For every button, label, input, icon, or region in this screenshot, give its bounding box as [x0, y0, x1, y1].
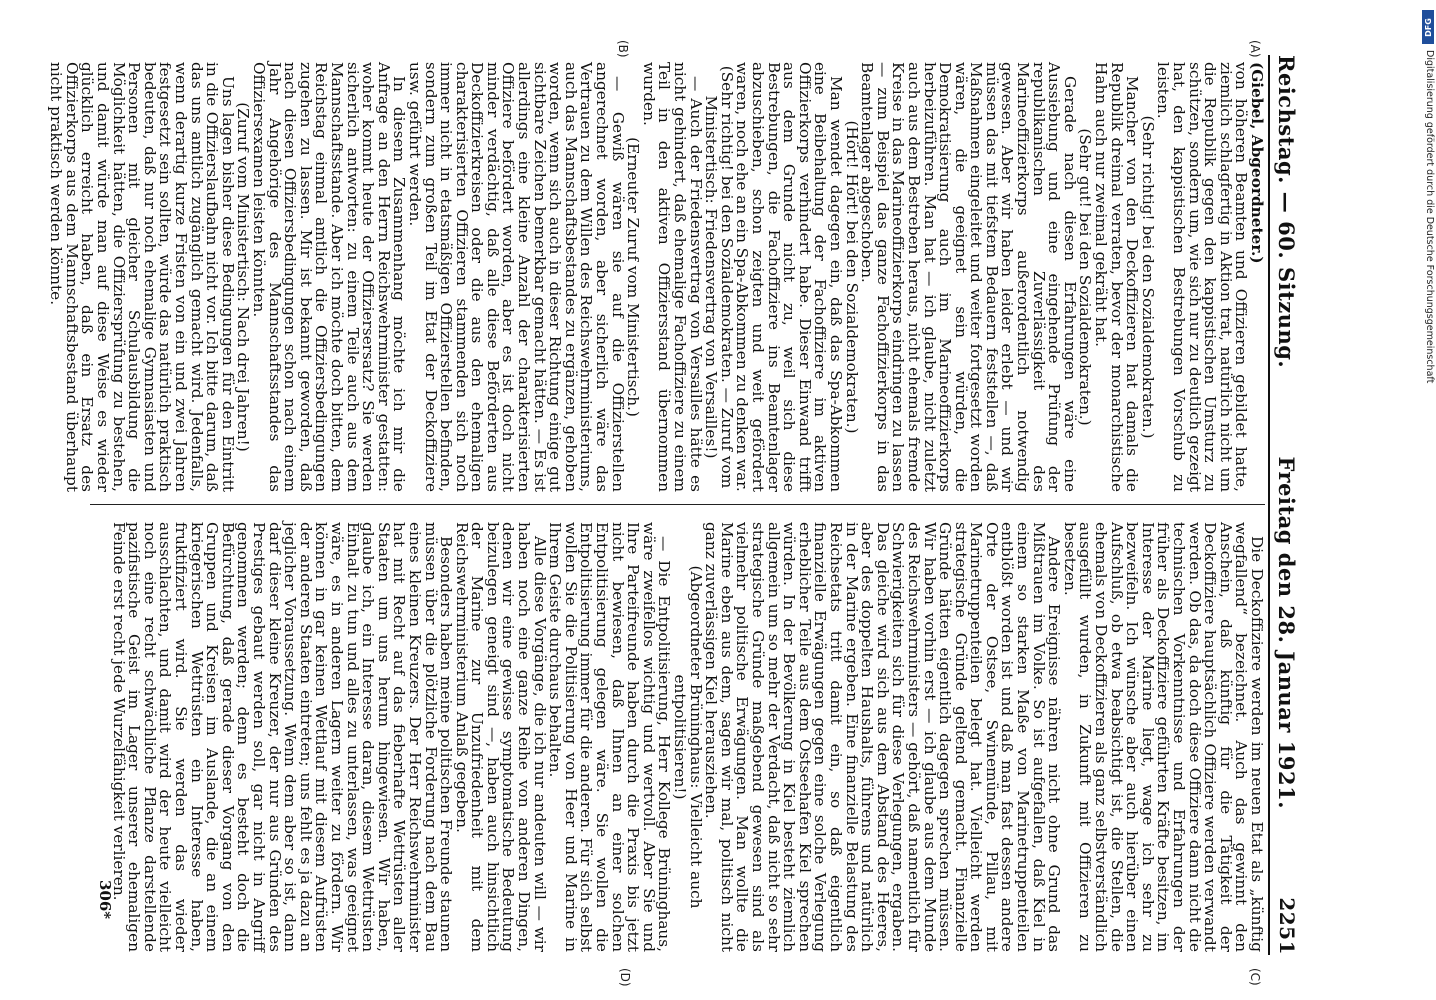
interjection: (Sehr richtig! bei den Sozialdemokraten. — Zuruf vom Ministertisch: Friedensvertrag von Versailles!)	[702, 65, 736, 489]
interjection: (Sehr gut! bei den Sozialdemokraten.)	[1076, 128, 1095, 426]
page-number: 2251	[1275, 897, 1299, 955]
dfg-logo-icon	[1422, 10, 1434, 44]
paragraph: Andere Ereignisse nähren nicht ohne Grund das Mißtrauen im Volke. So ist aufgefallen, daß Kiel in einem so starken Maße von Marinetruppenteilen entblößt worden ist und daß man fast dessen andere Orte der Ostsee, Swinemünde, Pillau, mit Marinetruppenteilen belegt hat. Vielleicht werden strategische Gründe geltend gemacht. Finanzielle Gründe hätten eigentlich dagegen sprechen müssen. Wir haben vorhin erst — ich glaube aus dem Munde des Reichswehrministers — gehört, daß namentlich für Schwierigkeiten sich für diese Verlegungen, ergaben. Das gleiche wird sich aus dem Abstand des Heeres, aber des doppelten Haushalts, führens und natürlich in der Marine ergeben. Eine finanzielle Belastung des Reichsetats tritt damit ein, so daß eigentlich finanzielle Erwägungen gegen eine solche Verlegung erheblicher Teile aus dem Ostseehafen Kiel sprechen würden. In der Bevölkerung in Kiel besteht ziemlich allgemein um so mehr der Verdacht, daß nicht so sehr strategische Gründe maßgebend gewesen sind als vielmehr politische Erwägungen. Man wollte die Marine eben aus dem, sagen wir mal, politisch nicht ganz zuverlässigen Kiel herausziehen.	[702, 522, 1064, 952]
paragraph: Alle diese Vorgänge, die ich nur andeuten will — wir haben noch eine ganze Reihe von anderen Dingen, denen wir eine gewisse symptomatische Bedeutung beizulegen geneigt sind —, haben auch hinsichtlich der Marine zur Unzufriedenheit mit dem Reichswehrministerium Anlaß gegeben.	[452, 522, 549, 952]
margin-marker-b: (B)	[616, 40, 630, 58]
paragraph: Die Deckoffiziere werden im neuen Etat als „künftig wegfallend“ bezeichnet. Auch das gewinnt den Anschein, daß künftig für die Tätigkeit der Deckoffiziere hauptsächlich Offiziere werden verwandt werden. Ob das, da doch diese Offiziere dann nicht die technischen Vorkenntnisse und Erfahrungen der früher als Deckoffiziere geführten Kräfte besitzen, im Interesse der Marine liegt, wage ich sehr zu bezweifeln. Ich wünsche aber auch hierüber einen Aufschluß, ob etwa beabsichtigt ist, die Stellen, die ehemals von Deckoffizieren als ganz selbstverständlich ausgefüllt wurden, in Zukunft mit Offizieren zu besetzen.	[1060, 522, 1266, 952]
paragraph: Gerade nach diesen Erfahrungen wäre eine Aussiebung und eine eingehende Prüfung der republikanischen Zuverlässigkeit des Marineoffizierkorps außerordentlich notwendig gewesen. Aber wir haben leider erlebt — und wir müssen das mit tiefstem Bedauern feststellen —, daß Maßnahmen eingeleitet und weiter fortgesetzt worden wären, die geeignet sein würden, die Demokratisierung auch im Marineoffizierkorps herbeizuführen. Man hat — ich glaube, nicht zuletzt auch aus dem Bestreben heraus, nicht ehemals fremde Kreise in das Marineoffizierkorps eindringen zu lassen — zum Beispiel das ganze Fachoffizierkorps in das Beamtenlager abgeschoben.	[858, 62, 1079, 492]
session-date: Freitag den 28. Januar 1921.	[1274, 456, 1300, 810]
interjection: (Hört! Hört! bei den Sozialdemokraten.)	[842, 120, 861, 434]
dfg-logo-text: DFG	[1423, 17, 1433, 37]
credit-text: Digitalisierung gefördert durch die Deutsche Forschungsgemeinschaft	[1424, 50, 1435, 384]
left-column	[47, 62, 1266, 492]
header-rule	[1268, 55, 1270, 955]
right-column	[94, 522, 1264, 952]
paragraph: In diesem Zusammenhang möchte ich mir die Anfrage an den Herrn Reichswehrminister gestatten: woher kommt heute der Offiziersersatz? Sie werden sicherlich antworten: zu einem Teile auch aus dem Mannschaftsstande. Aber ich möchte doch bitten, dem Reichstag einmal amtlich die Offiziersbedingungen zugehen zu lassen. Mir ist bekannt geworden, daß nach diesen Offiziersbedingungen schon nach einem Jahr Angehörige des Mannschaftsstandes das Offiziersexamen leisten könnten.	[250, 62, 409, 492]
interjection: (Abgeordneter Brüninghaus: Vielleicht auch entpolitisieren!)	[671, 565, 705, 909]
margin-marker-c: (C)	[1248, 968, 1262, 986]
column-divider	[90, 504, 1265, 505]
interjection: (Erneuter Zuruf vom Ministertisch.)	[624, 137, 643, 417]
paragraph: Uns lagen bisher diese Bedingungen für den Eintritt in die Offizierslaufbahn nicht vor. Ich bitte darum, daß das uns amtlich zugänglich gemacht wird. Jedenfalls, wenn derartig kurze Fristen von ein und zwei Jahren festgesetzt sein sollten, würde das natürlich praktisch bedeuten, daß nur noch ehemalige Gymnasiasten und Personen mit gleicher Schulausbildung die Möglichkeit hätten, die Offiziersprüfung zu bestehen, und damit würde man auf diese Weise es wieder glücklich erreicht haben, daß ein Ersatz des Offizierkorps aus dem Mannschaftsbestand überhaupt nicht praktisch werden könnte.	[47, 62, 237, 492]
rotated-page	[30, 0, 1360, 1000]
paragraph: Man wendet dagegen ein, daß das Spa-Abkommen eine Beibehaltung der Fachoffiziere im aktiven Offizierkorps verhindert habe. Dieser Einwand trifft aus dem Grunde nicht zu, weil sich diese Bestrebungen, die Fachoffiziere ins Beamtenlager abzuschieben, schon zeigten und weit gefördert waren, noch ehe an ein Spa-Abkommen zu denken war.	[733, 62, 845, 492]
signature-mark: 306*	[96, 880, 114, 920]
margin-marker-a: (A)	[1248, 40, 1262, 58]
paragraph: Besonders haben meine politischen Freunde staunen müssen über die plötzliche Forderung nach dem Bau eines kleinen Kreuzers. Der Herr Reichswehrminister hat mit Recht auf das fieberhafte Wettrüsten aller Staaten um uns herum hingewiesen. Wir haben, glaube ich, ein Interesse daran, diesem Wettrüsten Einhalt zu tun und alles zu unterlassen, was geeignet wäre, es in anderen Lagern weiter zu fördern. Wir können in gar keinen Wettlauf mit diesem Aufrüsten der anderen Staaten eintreten; uns fehlt es ja dazu an jeglicher Voraussetzung. Wenn dem aber so ist, dann darf dieser kleine Kreuzer, der nur aus Gründen des Prestiges gebaut werden soll, gar nicht in Angriff genommen werden; denn es besteht doch die Befürchtung, daß gerade dieser Vorgang von den Gruppen und Kreisen im Auslande, die an einem kriegerischen Wettrüsten ein Interesse haben, fruktifiziert wird. Sie werden das wieder ausschlachten, und damit wird der heute vielleicht noch eine recht schwächliche Pflanze darstellende pazifistische Geist im Lager unserer ehemaligen Feinde erst recht jede Wurzelfähigkeit verlieren.	[109, 522, 456, 952]
paragraph: — Gewiß wären sie auf die Offizierstellen angerechnet worden, aber sicherlich wäre das Vertrauen zu dem Willen des Reichswehrministeriums, auch das Mannschaftsbestandes zu ergänzen, gehoben worden, wenn sich auch in dieser Richtung einige gut sichtbare Zeichen bemerkbar gemacht hätten. — Es ist allerdings eine kleine Anzahl der charakterisierten Offiziere befördert worden, aber es ist doch nicht minder verdächtig, daß alle diese Beförderten aus Deckoffizierkreisen oder die aus den ehemaligen charakterisierten Offizieren stammenden sich noch immer nicht in etatsmäßigen Offizierstellen befinden, sondern zum großen Teil im Etat der Deckoffiziere usw. geführt werden.	[405, 62, 627, 492]
paragraph: von höheren Beamten und Offizieren gebildet hatte, ziemlich schlagfertig in Aktion trat, natürlich nicht um die Republik gegen den kappistischen Umsturz zu schützen, sondern um, wie sich nur zu deutlich gezeigt hat, den kappistischen Bestrebungen Vorschub zu leisten.	[1154, 62, 1251, 492]
paragraph: — Die Entpolitisierung, Herr Kollege Brüninghaus, wäre zweifellos wichtig und wertvoll. Aber Sie und Ihre Parteifreunde haben durch die Praxis bis jetzt nicht bewiesen, daß Ihnen an einer solchen Entpolitisierung gelegen wäre. Sie wollen die Entpolitisierung immer für die anderen. Für sich selbst wollen Sie die Politisierung von Heer und Marine in Ihrem Geiste durchaus behalten.	[546, 522, 674, 952]
paragraph: — Auch der Friedensvertrag von Versailles hätte es nicht gehindert, daß ehemalige Fachoffiziere zu einem Teil in den aktiven Offiziersstand übernommen wurden.	[639, 62, 705, 492]
session-title: Reichstag. — 60. Sitzung.	[1274, 55, 1300, 369]
margin-marker-d: (D)	[618, 968, 632, 987]
interjection: (Sehr richtig! bei den Sozialdemokraten.)	[1138, 115, 1157, 439]
paragraph: Mancher von den Deckoffizieren hat damals die Republik dreimal verraten, bevor der monarchistische Hahn auch nur zweimal gekräht hat.	[1092, 62, 1142, 492]
digitization-credit	[1422, 10, 1436, 1000]
interjection: (Zuruf vom Ministertisch: Nach drei Jahren!)	[234, 102, 253, 452]
speaker-line: (Giebel, Abgeordneter.)	[1248, 62, 1266, 264]
running-head	[1272, 55, 1302, 955]
